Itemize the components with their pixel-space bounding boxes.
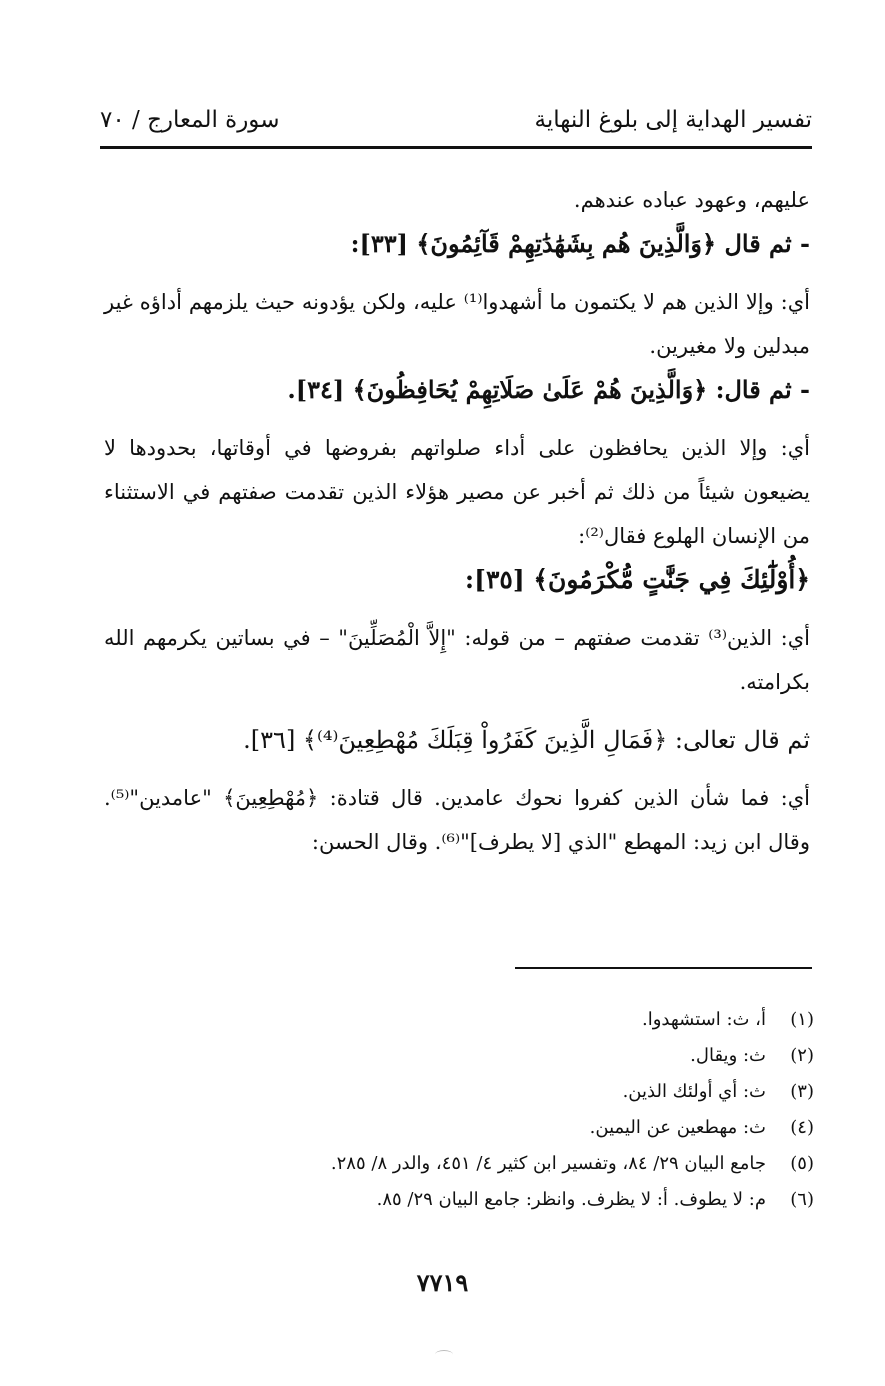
main-text bbox=[104, 178, 810, 864]
book-title: تفسير الهداية إلى بلوغ النهاية bbox=[534, 107, 812, 133]
footnote bbox=[280, 1002, 814, 1038]
footnote-number: (٢) bbox=[790, 1045, 814, 1066]
footnote-number: (٥) bbox=[790, 1153, 814, 1174]
verse-line: - ثم قال ﴿وَالَّذِينَ هُم بِشَهَٰدَٰتِهِمْ قَآئِمُونَ﴾ [٣٣]: bbox=[350, 229, 810, 258]
footnote bbox=[280, 1110, 814, 1146]
footnote-number: (١) bbox=[790, 1009, 814, 1030]
verse-line: ثم قال تعالى: ﴿فَمَالِ الَّذِينَ كَفَرُواْ قِبَلَكَ مُهْطِعِينَ⁽⁴⁾﴾ [٣٦]. bbox=[243, 726, 810, 754]
footnote-number: (٤) bbox=[790, 1117, 814, 1138]
footnote-text: جامع البيان ٢٩/ ٨٤، وتفسير ابن كثير ٤/ ٤٥١، والدر ٨/ ٢٨٥. bbox=[330, 1153, 766, 1174]
footnote-rule bbox=[515, 967, 812, 969]
footnotes bbox=[280, 1002, 814, 1218]
footnote-text: أ، ث: استشهدوا. bbox=[642, 1009, 766, 1030]
footnote-text: ث: مهطعين عن اليمين. bbox=[589, 1117, 766, 1138]
footnote bbox=[280, 1038, 814, 1074]
verse-line: - ثم قال: ﴿وَالَّذِينَ هُمْ عَلَىٰ صَلَاتِهِمْ يُحَافِظُونَ﴾ [٣٤]. bbox=[287, 375, 810, 404]
page-number: ٧٧١٩ bbox=[416, 1268, 469, 1297]
paragraph: عليهم، وعهود عباده عندهم. bbox=[573, 188, 810, 212]
scan-mark bbox=[435, 1350, 453, 1359]
verse-line: ﴿أُوْلَٰٓئِكَ فِي جَنَّٰتٍ مُّكْرَمُونَ﴾ [٣٥]: bbox=[464, 565, 810, 594]
header-rule bbox=[100, 146, 812, 149]
paragraph: أي: وإلا الذين هم لا يكتمون ما أشهدوا⁽¹⁾ عليه، ولكن يؤدونه حيث يلزمهم أداؤه غير مبدلين ولا مغيرين. bbox=[104, 290, 810, 358]
footnote-text: ث: أي أولئك الذين. bbox=[622, 1081, 766, 1102]
footnote-text: ث: ويقال. bbox=[690, 1045, 766, 1066]
footnote bbox=[280, 1182, 814, 1218]
paragraph: أي: وإلا الذين يحافظون على أداء صلواتهم بفروضها في أوقاتها، بحدودها لا يضيعون شيئاً من ذلك ثم أخبر عن مصير هؤلاء الذين تقدمت صفتهم في الاستثناء من الإنسان الهلوع فقال⁽²⁾: bbox=[104, 436, 810, 548]
running-header bbox=[100, 100, 812, 140]
paragraph: أي: الذين⁽³⁾ تقدمت صفتهم – من قوله: "إِلاَّ الْمُصَلِّينَ" – في بساتين يكرمهم الله بكرامته. bbox=[104, 626, 810, 694]
footnote bbox=[280, 1146, 814, 1182]
footnote-number: (٦) bbox=[790, 1189, 814, 1210]
footnote bbox=[280, 1074, 814, 1110]
footnote-number: (٣) bbox=[790, 1081, 814, 1102]
footnote-text: م: لا يطوف. أ: لا يظرف. وانظر: جامع البيان ٢٩/ ٨٥. bbox=[376, 1189, 766, 1210]
paragraph: أي: فما شأن الذين كفروا نحوك عامدين. قال قتادة: ﴿مُهْطِعِينَ﴾ "عامدين"⁽⁵⁾. وقال ابن زيد: المهطع "الذي [لا يطرف]"⁽⁶⁾. وقال الحسن: bbox=[104, 786, 810, 854]
surah-and-page: سورة المعارج / ٧٠ bbox=[100, 107, 280, 133]
